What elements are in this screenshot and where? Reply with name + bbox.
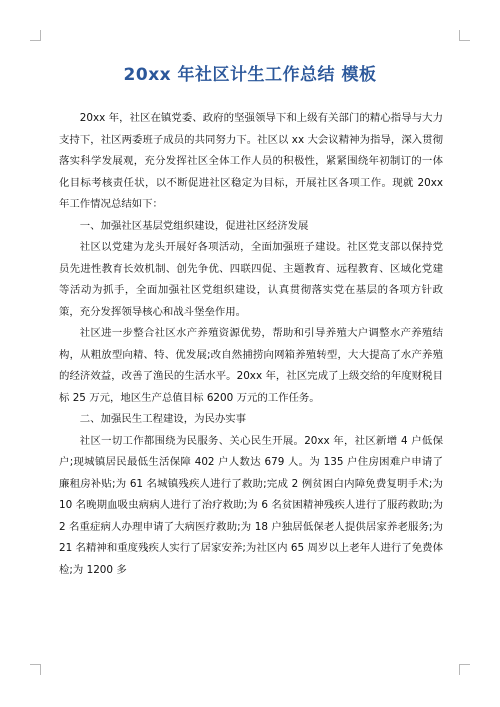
section-1-paragraph-1: 社区以党建为龙头开展好各项活动，全面加强班子建设。社区党支部以保持党员先进性教育长效机制、创先争优、四联四促、主题教育、远程教育、区域化党建等活动为抓手，全面加强社区党组织建设，认真贯彻落实党在基层的各项方针政策，充分发挥领导核心和战斗堡垒作用。 (59, 241, 443, 318)
section-2-paragraph-1: 社区一切工作都围绕为民服务、关心民生开展。20xx 年，社区新增 4 户低保户;现城镇居民最低生活保障 402 户人数达 679 人。为 135 户住房困难户申请了廉租房补贴;为 61 名城镇残疾人进行了救助;完成 2 例贫困白内障免费复明手术;为 10 名晚期血吸虫病病人进行了治疗救助;为 6 名贫困精神残疾人进行了服药救助;为 2 名重症病人办理申请了大病医疗救助;为 18 户独居低保老人提供居家养老服务;为 21 名精神和重度残疾人实行了居家安养;为社区内 65 周岁以上老年人进行了免费体检;为 1200 多 (59, 434, 443, 576)
intro-paragraph: 20xx 年，社区在镇党委、政府的坚强领导下和上级有关部门的精心指导与大力支持下，社区两委班子成员的共同努力下。社区以 xx 大会议精神为指导，深入贯彻落实科学发展观，充分发挥社区全体工作人员的积极性，紧紧围绕年初制订的一体化目标考核责任状，以不断促进社区稳定为目标，开展社区各项工作。现就 20xx 年工作情况总结如下： (59, 112, 443, 210)
crop-mark-top-right (459, 30, 470, 41)
crop-mark-bottom-left (30, 664, 41, 675)
document-title: 20xx 年社区计生工作总结 模板 (123, 65, 377, 85)
section-heading-2: 二、加强民生工程建设，为民办实事 (79, 413, 247, 425)
section-heading-1: 一、加强社区基层党组织建设，促进社区经济发展 (79, 219, 309, 232)
section-1-paragraph-2: 社区进一步整合社区水产养殖资源优势，帮助和引导养殖大户调整水产养殖结构，从粗放型向精、特、优发展;改自然捕捞向网箱养殖转型，大大提高了水产养殖的经济效益，改善了渔民的生活水平。20xx 年，社区完成了上级交给的年度财税目标 25 万元，地区生产总值目标 6200 万元的工作任务。 (59, 327, 443, 404)
document-body (59, 108, 443, 581)
crop-mark-top-left (30, 30, 41, 41)
crop-mark-bottom-right (459, 664, 470, 675)
